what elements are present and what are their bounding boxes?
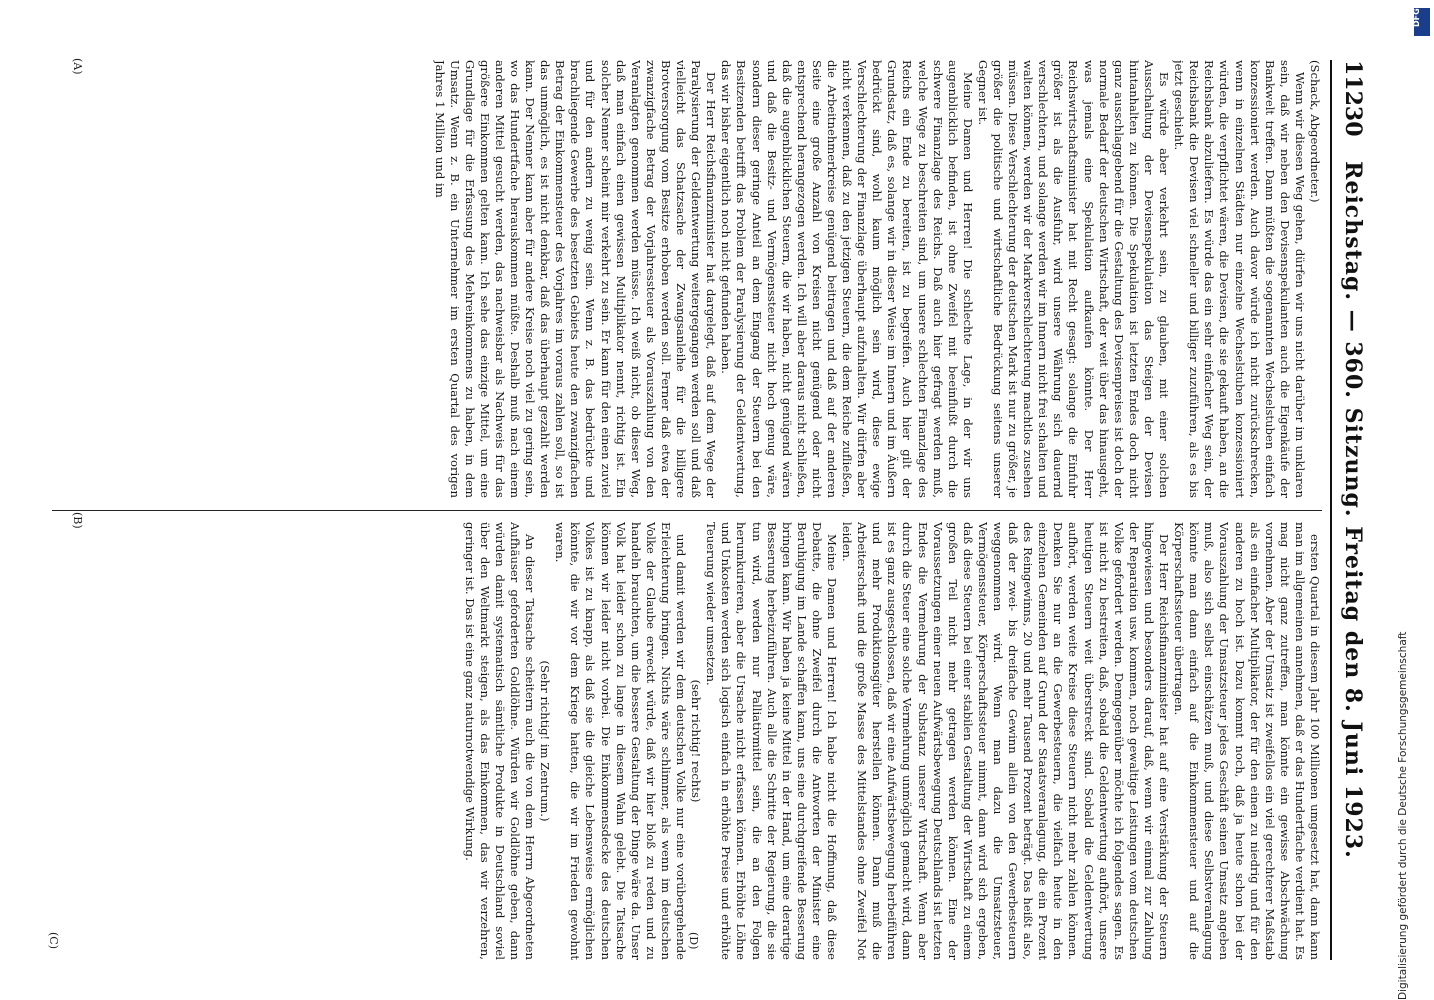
header-rule (1330, 60, 1332, 960)
right-paragraph: Meine Damen und Herren! Ich habe nicht die Hoffnung, daß diese Debatte, die ohne Zweifel durch die Antworten der Minister eine Beruhigung im Lande schaffen kann, uns eine durchgreifende Besserung bringen kann. Wir haben ja keine Mittel in der Hand, um eine derartige Besserung herbeizuführen. Auch alle die Schritte der Regierung, die sie tun wird, werden nur Palliativmittel sein, die an den Folgen herumkurieren, aber die Ursache nicht erfassen können. Erhöhte Löhne und Unkosten werden sich logisch einfach in erhöhte Preise und erhöhte Teuerung wieder umsetzen. (704, 522, 839, 960)
page-number: 11230 (1340, 60, 1366, 137)
margin-marker-b: (B) (71, 512, 84, 529)
running-title: Reichstag. — 360. Sitzung. Freitag den 8. Juni 1923. (1340, 161, 1366, 859)
column-divider (52, 510, 1322, 511)
margin-marker-c: (C) (47, 932, 60, 949)
right-paragraph: Der Herr Reichsfinanzminister hat auf eine Verstärkung der Steuern hingewiesen und besonders darauf, daß, wenn wir einmal zur Zahlung der Reparation usw. kommen, noch gewaltige Leistungen vom deutschen Volke gefordert werden. Demgegenüber möchte ich folgendes sagen. Es ist nicht zu bestreiten, daß, sobald die Geldentwertung aufhört, unsere heutigen Steuern weit überstreckt sind. Sobald die Geldentwertung aufhört, werden weite Kreise diese Steuern nicht mehr zahlen können. Denken Sie nur an die Gewerbesteuern, die vielfach heute in den einzelnen Gemeinden auf Grund der Staatsveranlagung, die ein Prozent des Reingewinns, 20 und mehr Tausend Prozent beträgt. Das heißt also, daß der zwei- bis dreifache Gewinn allein von den Gewerbesteuern weggenommen wird. Wenn man dazu die Umsatzsteuer, Vermögenssteuer, Körperschaftssteuer nimmt, dann wird sich ergeben, daß diese Steuern bei einer stabilen Gestaltung der Wirtschaft zu einem großen Teil nicht mehr getragen werden können. Eine der Voraussetzungen einer neuen Aufwärtsbewegung Deutschlands ist letzten Endes die Vermehrung der Substanz unserer Wirtschaft. Wenn aber durch die Steuer eine solche Vermehrung unmöglich gemacht wird, dann ist es ganz ausgeschlossen, daß wir eine Aufwärtsbewegung herbeiführen und mehr Produktionsgüter herstellen können. Dann muß die Arbeiterschaft und die große Masse des Mittelstandes ohne Zweifel Not leiden. (840, 522, 1172, 960)
left-paragraph: Wenn wir diesen Weg gehen, dürfen wir uns nicht darüber im unklaren sein, daß wir neben den Devisenspekulanten auch die Eigenkäufe der Bankwelt treffen. Dann müßten die sogenannten Wechselstuben einfach konzessioniert werden. Auch davor würde ich nicht zurückschrecken, wenn in einzelnen Städten nur einzelne Wechselstuben konzessioniert würden, die verpflichtet wären, die Devisen, die sie gekauft haben, an die Reichsbank abzuliefern. Es würde das ein sehr einfacher Weg sein, der Reichsbank die Devisen viel schneller und billiger zuzuführen, als es bis jetzt geschieht. (1172, 60, 1307, 498)
left-paragraph: Meine Damen und Herren! Die schlechte Lage, in der wir uns augenblicklich befinden, ist ohne Zweifel mit beeinflußt durch die schwere Finanzlage des Reichs. Daß auch hier gefragt werden muß, welche Wege zu beschreiten sind, um unsere schlechten Finanzlage des Reichs ein Ende zu bereiten, ist zu begreifen. Auch hier gilt der Grundsatz, daß es, solange wir in dieser Weise im Innern und im Äußern bedrückt sind, wohl kaum möglich sein wird, diese ewige Verschlechterung der Finanzlage überhaupt aufzuhalten. Wir dürfen aber nicht verkennen, daß zu den jetzigen Steuern, die dem Reiche zufließen, die Arbeitnehmerkreise genügend beitragen und daß auf der anderen Seite eine große Anzahl von Kreisen nicht genügend oder nicht entsprechend herangezogen werden. Ich will aber daraus nicht schließen, daß die augenblicklichen Steuern, die wir haben, nicht genügend wären und daß die Besitz- und Vermögenssteuer nicht hoch genug wäre, sondern dieser geringe Anteil an dem Eingang der Steuern bei den Besitzenden betrifft das Problem der Paralysierung der Geldentwertung, das wir bisher eigentlich noch nicht gefunden haben. (719, 60, 975, 498)
right-paragraph: ersten Quartal in diesem Jahr 100 Millionen umgesetzt hat, dann kann man im allgemeinen annehmen, daß er das Hundertfache verdient hat. Es mag nicht ganz zutreffen, man könnte ein gewisse Abschwächung vornehmen. Aber der Umsatz ist zweifellos ein viel gerechterer Maßstab als ein einfacher Multiplikator, der für den einen zu niedrig und für den anderen zu hoch ist. Dazu kommt noch, daß ja heute schon bei der Vorauszahlung der Umsatzsteuer jedes Geschäft seinen Umsatz angeben muß, also sich selbst einschätzen muß, und diese Selbstveranlagung könnte man dann einfach auf die Einkommensteuer und auf die Körperschaftssteuer übertragen. (1172, 522, 1322, 960)
rotated-page-content (40, 60, 1370, 960)
right-column (52, 522, 1322, 960)
sponsor-text-wrapper (1397, 40, 1411, 1000)
interjection: (sehr richtig! rechts) (689, 679, 704, 803)
sponsor-note (1395, 0, 1434, 1000)
dfg-logo (1414, 8, 1430, 36)
right-paragraph: und damit werden wir dem deutschen Volke nur eine vorübergehende Erleichterung bringen. Nichts wäre schlimmer, als wenn im deutschen Volke der Glaube erweckt würde, daß wir hier bloß zu reden und zu handeln brauchten, um die bessere Gestaltung der Dinge wäre da. Unser Volk hat leider schon zu lange in diesem Wahn gelebt. Die Tatsache können wir leider nicht vorbei. Die Einkommensdecke des deutschen Volkes ist zu knapp, als daß sie die gleiche Lebensweise ermöglichen könnte, die wir vor dem Kriege hatten, die wir im Frieden gewohnt waren. (553, 522, 689, 960)
margin-marker-a: (A) (71, 58, 84, 75)
sponsor-text: Digitalisierung gefördert durch die Deutsche Forschungsgemeinschaft (1397, 631, 1409, 1000)
left-column (52, 60, 1322, 498)
margin-marker-d: (D) (687, 932, 700, 950)
right-paragraph: An dieser Tatsache scheitern auch die von dem Herrn Abgeordneten Aufhäuser geforderten Goldlöhne. Würden wir Goldlöhne geben, dann würden damit systematisch sämtliche Produkte in Deutschland soviel über den Weltmarkt steigen, als das Einkommen, das wir verzehren, geringer ist. Das ist eine ganz naturnotwendige Wirkung. (462, 522, 538, 960)
left-paragraph: Der Herr Reichsfinanzminister hat dargelegt, daß auf dem Wege der Paralysierung der Geldentwertung weitergegangen werden soll und daß vielleicht das Schatzsache der Zwangsanleihe für die billigere Brotversorgung vom Besitze erhoben werden soll. Ferner daß etwa der zwanzigfache Betrag der Vorjahressteuer als Vorauszahlung von den Veranlagten genommen werden müsse. Ich weiß nicht, ob dieser Weg, daß man einfach einen gewissen Multiplikator nennt, richtig ist. Ein solcher Nenner scheint mir verkehrt zu sein. Er kann für den einen zuviel und für den andern zu wenig sein. Wenn z. B. das bedrückte und brachliegende Gewerbe des besetzten Gebiets heute den zwanzigfachen Betrag der Einkommensteuer des Vorjahres im voraus zahlen soll, so ist das unmöglich, es ist nicht denkbar, daß das überhaupt gezahlt werden kann. Der Nenner kann aber für andere Kreise noch viel zu gering sein, wo das Hundertfache herauskommen müßte. Deshalb muß nach einem anderen Mittel gesucht werden, das nachweisbar als Nachweis für das größere Einkommen gelten kann. Ich sehe das einzige Mittel, um eine Grundlage für die Erfassung des Mehreinkommens zu haben, in dem Umsatz. Wenn z. B. ein Unternehmer im ersten Quartal des vorigen Jahres 1 Million und im (432, 60, 719, 498)
interjection: (Sehr richtig! im Zentrum.) (538, 660, 553, 822)
page-header (1330, 60, 1370, 960)
left-paragraph: Es würde aber verkehrt sein, zu glauben, mit einer solchen Ausschaltung der Devisenspekulation das Steigen der Devisen hintanhalten zu können. Die Spekulation ist letzten Endes doch nicht ganz ausschlaggebend für die Gestaltung des Devisenpreises ist doch der normale Bedarf der deutschen Wirtschaft, der weit über das hinausgeht, was jemals eine Spekulation aufkaufen könnte. Der Herr Reichswirtschaftsminister hat mit Recht gesagt: solange die Einfuhr größer ist als die Ausfuhr, wird unsere Währung sich dauernd verschlechtern, und solange werden wir im Innern nicht frei schalten und walten können, werden wir der Markverschlechterung machtlos zusehen müssen. Diese Verschlechterung der deutschen Mark ist nur zu größer, je größer die politische und wirtschaftliche Bedrückung seitens unserer Gegner ist. (975, 60, 1172, 498)
speaker-label: (Schack, Abgeordneter.) (1308, 60, 1322, 203)
dfg-badge-text: DFG (1412, 8, 1421, 27)
